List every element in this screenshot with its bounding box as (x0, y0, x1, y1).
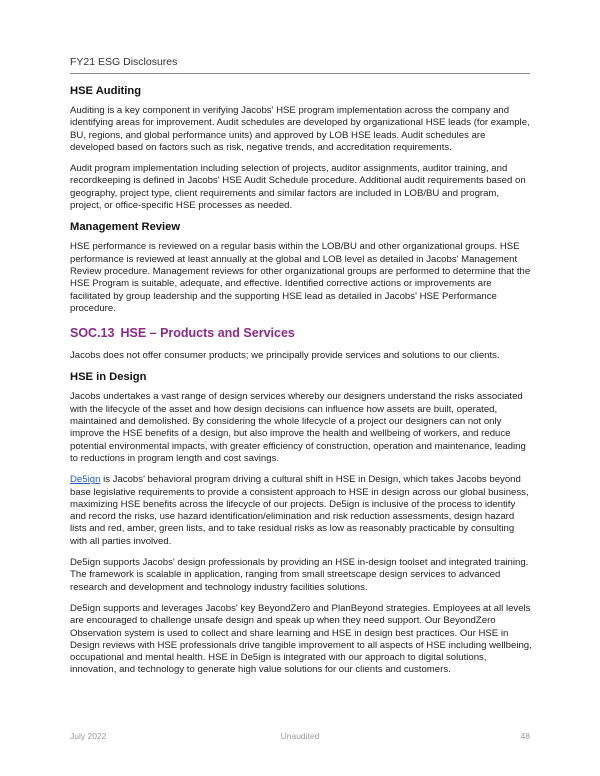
page-header (70, 56, 530, 74)
de5ign-link[interactable]: De5ign (70, 474, 101, 486)
document-title: FY21 ESG Disclosures (70, 56, 178, 68)
section-title: HSE – Products and Services (120, 326, 295, 341)
hse-in-design-paragraph-4: De5ign supports and leverages Jacobs' key BeyondZero and PlanBeyond strategies. Employees at all levels are encouraged to challenge unsafe design and speak up when they need support. Our BeyondZero Observation system is used to collect and share learning and HSE in design best practices. Our HSE in Design reviews with HSE professionals drive tangible improvement to all aspects of HSE including wellbeing, occupational and mental health. HSE in De5ign is integrated with our approach to digital solutions, innovation, and technology to generate high value solutions for our clients and customers. (70, 602, 532, 676)
hse-auditing-heading: HSE Auditing (70, 85, 142, 97)
footer-date: July 2022 (70, 731, 107, 741)
section-code: SOC.13 (70, 326, 115, 341)
page-number: 48 (520, 731, 530, 741)
soc13-paragraph: Jacobs does not offer consumer products; we principally provide services and solutions to our clients. (70, 350, 500, 362)
hse-in-design-paragraph-1: Jacobs undertakes a vast range of design services whereby our designers understand the risks associated with the lifecycle of the asset and how design decisions can influence how assets are built, operated, maintained and demolished. By considering the whole lifecycle of a project our designers can not only improve the HSE benefits of a design, but also improve the health and wellbeing of workers, and reduce potential environmental impacts, with greater efficiency of construction, operation and maintenance, leading to reductions in program length and cost savings. (70, 391, 526, 464)
paragraph-text: is Jacobs' behavioral program driving a cultural shift in HSE in Design, which takes Jacobs beyond base legislative requirements to provide a consistent approach to HSE in design across our global business, maximizing HSE benefits across the lifecycle of our projects. De5ign is inclusive of the process to identify and record the risks, use hazard identification/elimination and risk reduction assessments, design hazard lists and red, amber, green lists, and to take residual risks as low as reasonably practicable by consulting with all parties involved. (70, 474, 529, 547)
management-review-paragraph: HSE performance is reviewed on a regular basis within the LOB/BU and other organizational groups. HSE performance is reviewed at least annually at the global and LOB level as detailed in Jacobs' Management Review procedure. Management reviews for other organizational groups are performed to determine that the HSE Program is suitable, adequate, and effective. Identified corrective actions or improvements are facilitated by group leadership and the supporting HSE lead as detailed in Jacobs' HSE Performance procedure. (70, 241, 531, 314)
hse-in-design-paragraph-3: De5ign supports Jacobs' design professionals by providing an HSE in-design toolset and integrated training. The framework is scalable in application, ranging from small streetscape design services to advanced research and development and technology industry facilities solutions. (70, 557, 529, 593)
hse-in-design-heading: HSE in Design (70, 371, 147, 384)
hse-auditing-paragraph-2: Audit program implementation including selection of projects, auditor assignments, auditor training, and recordkeeping is defined in Jacobs' HSE Audit Schedule procedure. Additional audit requirements based on geography, project type, client requirements and similar factors are included in LOB/BU and program, project, or office-specific HSE processes as needed. (70, 163, 526, 212)
hse-auditing-paragraph-1: Auditing is a key component in verifying Jacobs' HSE program implementation across the company and identifying areas for improvement. Audit schedules are developed by organizational HSE leads (for example, BU, regions, and global performance units) and approved by LOB HSE leads. Audit schedules are developed based on factors such as risk, negative trends, and accreditation requirements. (70, 105, 530, 153)
hse-in-design-paragraph-2 (70, 474, 532, 548)
page-content (70, 85, 532, 686)
soc13-section-heading (70, 326, 532, 341)
footer-status: Unaudited (280, 731, 320, 741)
management-review-heading: Management Review (70, 221, 181, 234)
